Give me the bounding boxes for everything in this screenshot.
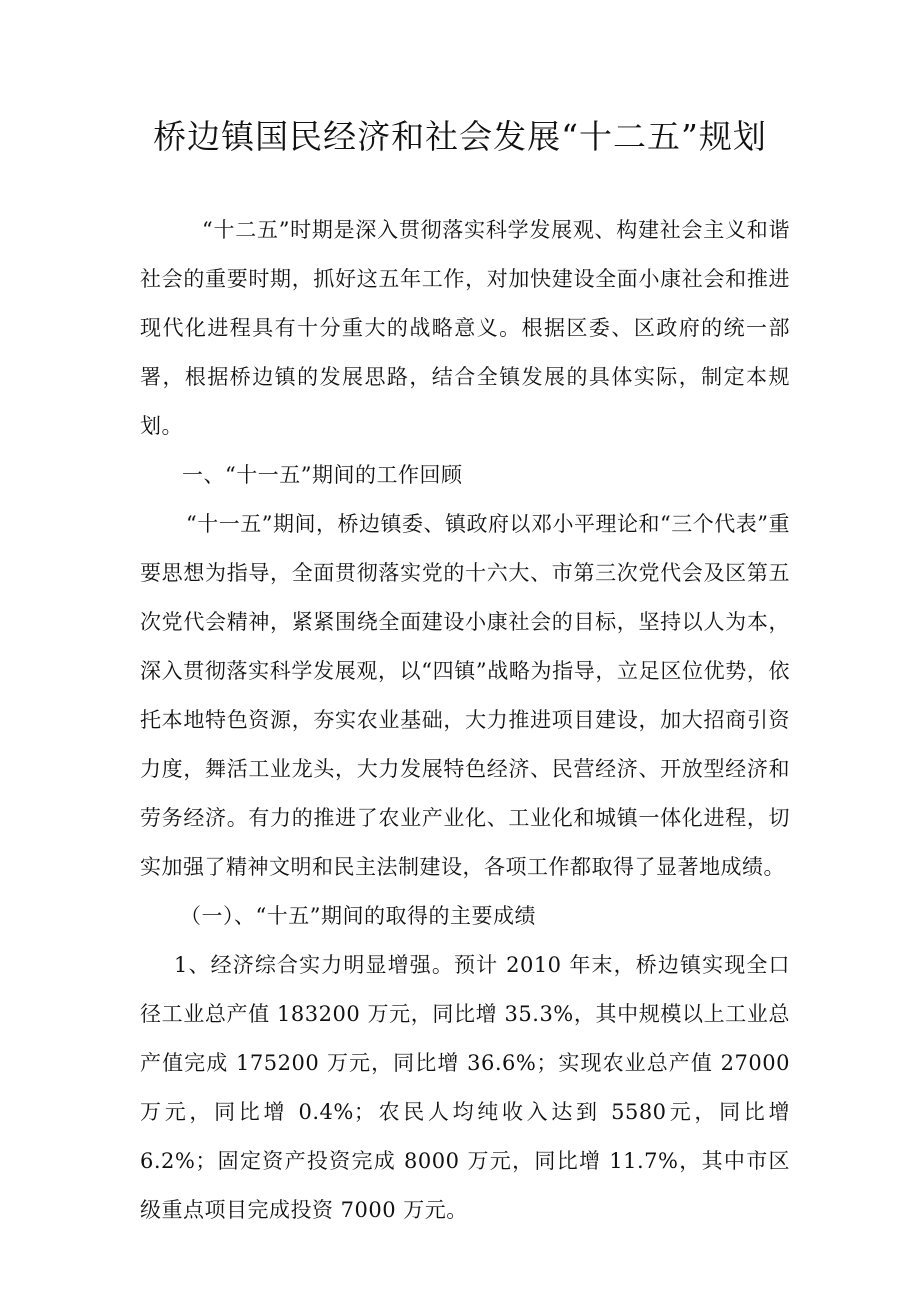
document-title: 桥边镇国民经济和社会发展“十二五”规划	[153, 117, 767, 156]
review-paragraph: “十一五”期间，桥边镇委、镇政府以邓小平理论和“三个代表”重要思想为指导，全面贯彻落实党的十六大、市第三次党代会及区第五次党代会精神，紧紧围绕全面建设小康社会的目标，坚持以人为本，深入贯彻落实科学发展观，以“四镇”战略为指导，立足区位优势，依托本地特色资源，夯实农业基础，大力推进项目建设，加大招商引资力度，舞活工业龙头，大力发展特色经济、民营经济、开放型经济和劳务经济。有力的推进了农业产业化、工业化和城镇一体化进程，切实加强了精神文明和民主法制建设，各项工作都取得了显著地成绩。	[140, 512, 790, 879]
intro-paragraph: “十二五”时期是深入贯彻落实科学发展观、构建社会主义和谐社会的重要时期，抓好这五年工作，对加快建设全面小康社会和推进现代化进程具有十分重大的战略意义。根据区委、区政府的统一部署，根据桥边镇的发展思路，结合全镇发展的具体实际，制定本规划。	[140, 218, 790, 438]
economy-paragraph: 1、经济综合实力明显增强。预计 2010 年末，桥边镇实现全口径工业总产值 183200 万元，同比增 35.3%，其中规模以上工业总产值完成 175200 万元，同比增 36.6%；实现农业总产值 27000 万元，同比增 0.4%；农民人均纯收入达到 5580元，同比增 6.2%；固定资产投资完成 8000 万元，同比增 11.7%，其中市区级重点项目完成投资 7000 万元。	[140, 953, 790, 1222]
section-heading: 一、“十一五”期间的工作回顾	[182, 463, 463, 487]
document-body	[140, 206, 790, 1235]
subsection-heading: （一）、“十五”期间的取得的主要成绩	[180, 904, 536, 928]
